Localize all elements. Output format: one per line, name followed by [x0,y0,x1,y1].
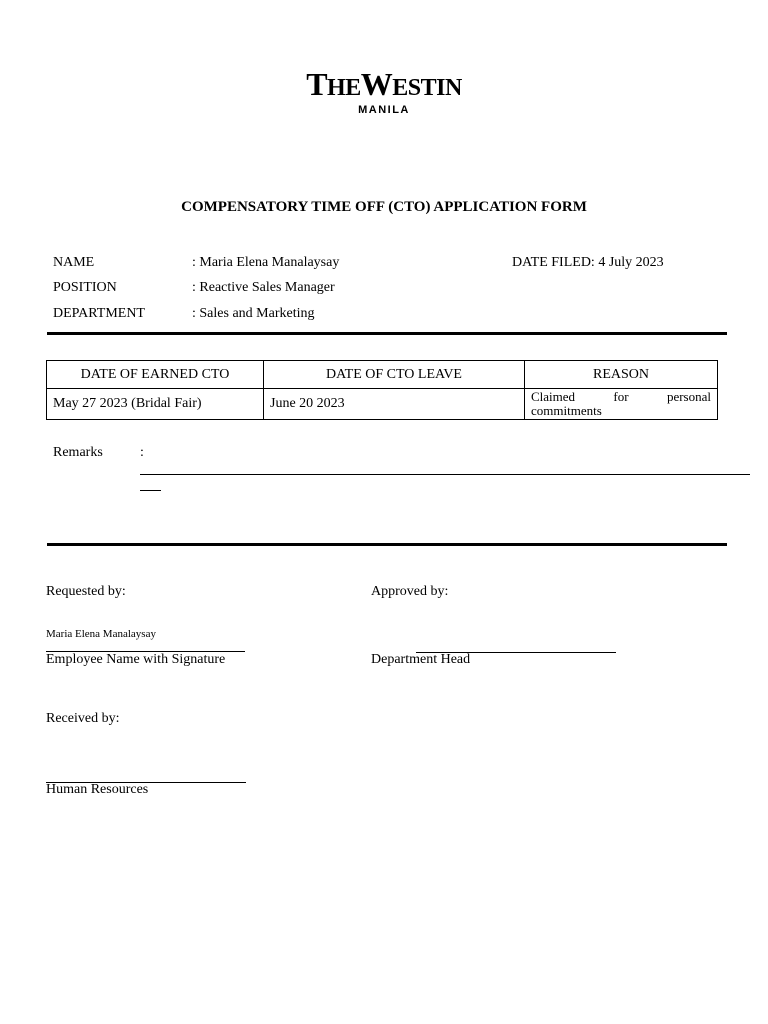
department-head-caption: Department Head [371,652,471,667]
employee-signed-name: Maria Elena Manalaysay [46,628,156,640]
form-title: COMPENSATORY TIME OFF (CTO) APPLICATION FORM [181,199,587,215]
reason-line-1: Claimed for personal [531,389,711,404]
table-header-row [47,361,718,389]
cell-earned-cto: May 27 2023 (Bridal Fair) [47,389,264,420]
header-cto-leave: DATE OF CTO LEAVE [264,361,525,389]
cto-table [46,360,718,420]
cell-cto-leave: June 20 2023 [264,389,525,420]
remarks-colon: : [140,445,144,460]
name-label: NAME [53,255,95,270]
logo-he: HE [327,75,361,101]
department-label: DEPARTMENT [53,306,145,321]
requested-by-label: Requested by: [46,584,126,599]
position-label: POSITION [53,280,117,295]
remarks-label: Remarks [53,445,103,460]
header-reason: REASON [525,361,718,389]
logo-w: W [360,66,393,102]
header-earned-cto: DATE OF EARNED CTO [47,361,264,389]
name-value: : Maria Elena Manalaysay [192,255,340,270]
department-value: : Sales and Marketing [192,306,315,321]
approved-by-label: Approved by: [371,584,449,599]
logo-location: MANILA [358,104,410,116]
received-by-label: Received by: [46,711,120,726]
employee-caption: Employee Name with Signature [46,652,226,667]
cell-reason [525,389,718,420]
section-divider-top [47,332,727,335]
position-value: : Reactive Sales Manager [192,280,335,295]
hr-caption: Human Resources [46,782,149,797]
section-divider-bottom [47,543,727,546]
remarks-line-1 [140,474,750,475]
date-filed: DATE FILED: 4 July 2023 [512,255,664,270]
logo-t: T [306,66,328,102]
table-row [47,389,718,420]
reason-line-2: commitments [531,403,602,418]
hotel-logo [0,64,768,108]
remarks-line-2 [140,490,161,491]
logo-estin: ESTIN [392,75,462,101]
